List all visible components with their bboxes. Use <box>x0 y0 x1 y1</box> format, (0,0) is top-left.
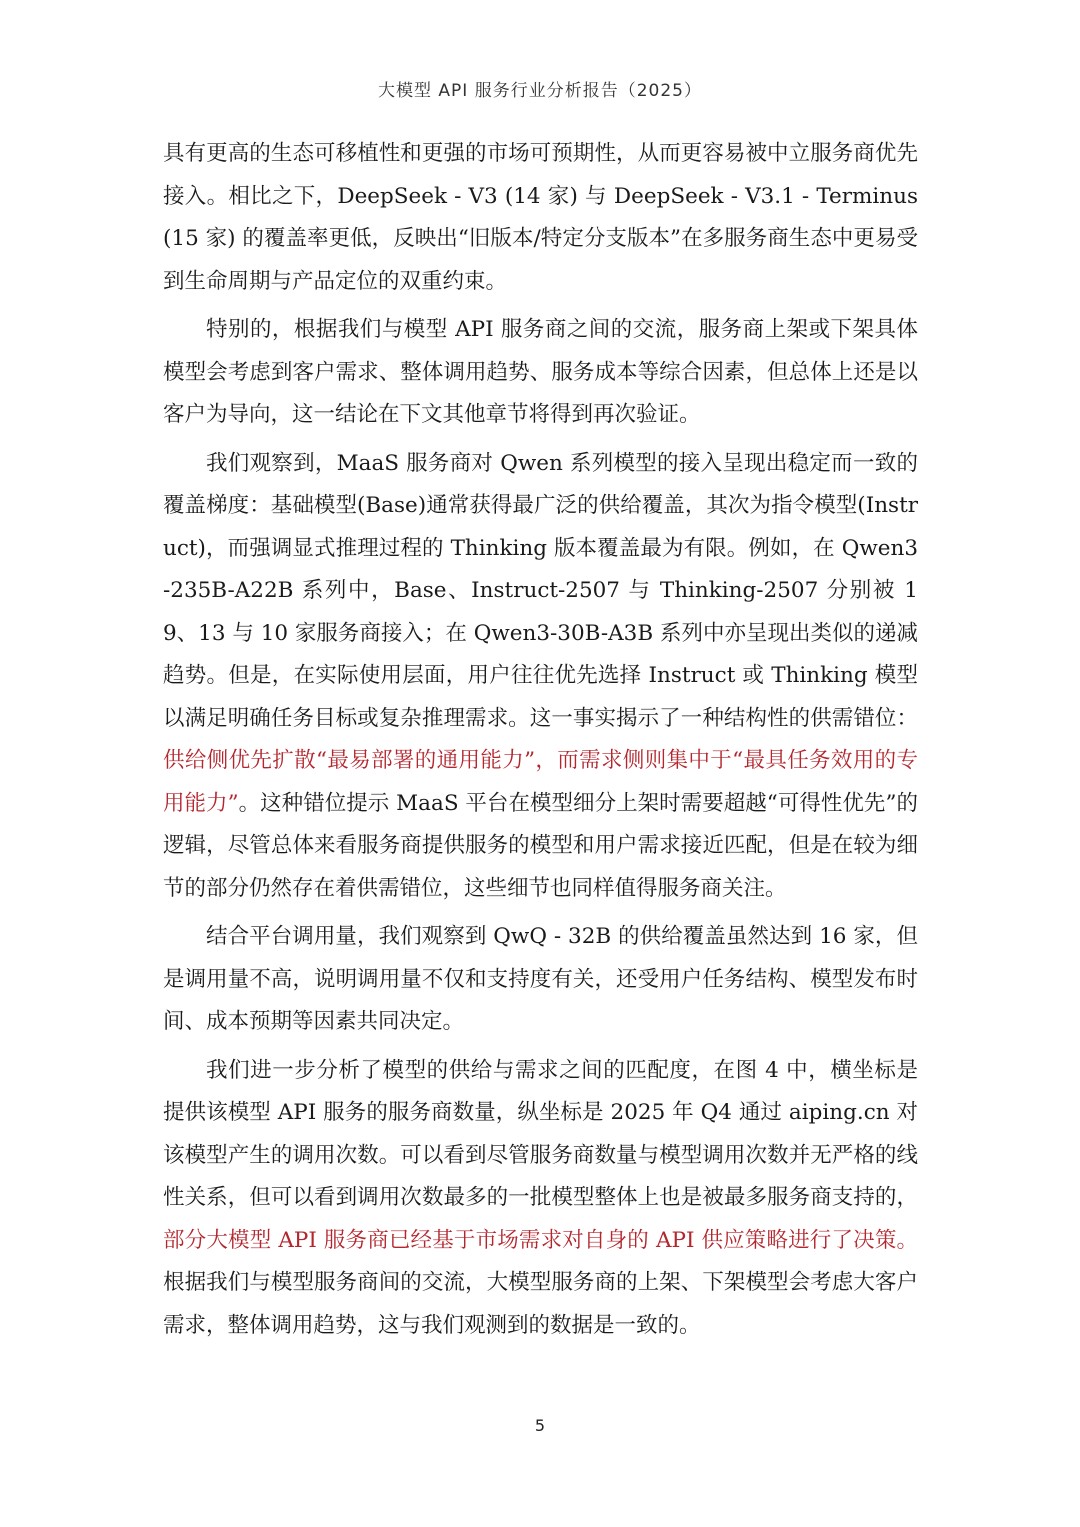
paragraph-3-text: 我们观察到，MaaS 服务商对 Qwen 系列模型的接入呈现出稳定而一致的覆盖梯度：基础模型(Base)通常获得最广泛的供给覆盖，其次为指令模型(Instruct)，而强调显式推理过程的 Thinking 版本覆盖最为有限。例如，在 Qwen3-235B-A22B 系列中，Base、Instruct-2507 与 Thinking-2507 分别被 19、13 与 10 家服务商接入；在 Qwen3-30B-A3B 系列中亦呈现出类似的递减趋势。但是，在实际使用层面，用户往往优先选择 Instruct 或 Thinking 模型以满足明确任务目标或复杂推理需求。这一事实揭示了一种结构性的供需错位： <box>163 450 918 731</box>
paragraph-3 <box>163 443 918 911</box>
running-header: 大模型 API 服务行业分析报告（2025） <box>378 81 702 101</box>
paragraph-3-highlight: 供给侧优先扩散“最易部署的通用能力”，而需求侧则集中于“最具任务效用的专用能力” <box>163 748 918 816</box>
paragraph-5-text: 我们进一步分析了模型的供给与需求之间的匹配度，在图 4 中，横坐标是提供该模型 API 服务的服务商数量，纵坐标是 2025 年 Q4 通过 aiping.cn 对该模型产生的调用次数。可以看到尽管服务商数量与模型调用次数并无严格的线性关系，但可以看到调用次数最多的一批模型整体上也是被最多服务商支持的， <box>163 1057 918 1210</box>
paragraph-4-text: 结合平台调用量，我们观察到 QwQ - 32B 的供给覆盖虽然达到 16 家，但是调用量不高，说明调用量不仅和支持度有关，还受用户任务结构、模型发布时间、成本预期等因素共同决定。 <box>163 924 918 1034</box>
paragraph-1-text: 具有更高的生态可移植性和更强的市场可预期性，从而更容易被中立服务商优先接入。相比之下，DeepSeek - V3 (14 家) 与 DeepSeek - V3.1 - Terminus (15 家) 的覆盖率更低，反映出“旧版本/特定分支版本”在多服务商生态中更易受到生命周期与产品定位的双重约束。 <box>163 141 918 294</box>
page-number: 5 <box>534 1416 546 1435</box>
paragraph-3-text-end: 。这种错位提示 MaaS 平台在模型细分上架时需要超越“可得性优先”的逻辑，尽管总体来看服务商提供服务的模型和用户需求接近匹配，但是在较为细节的部分仍然存在着供需错位，这些细节也同样值得服务商关注。 <box>163 790 918 901</box>
paragraph-5 <box>163 1050 918 1348</box>
paragraph-5-highlight: 部分大模型 API 服务商已经基于市场需求对自身的 API 供应策略进行了决策。 <box>163 1227 918 1253</box>
paragraph-5-text-end: 根据我们与模型服务商间的交流，大模型服务商的上架、下架模型会考虑大客户需求，整体调用趋势，这与我们观测到的数据是一致的。 <box>163 1270 918 1338</box>
paragraph-4 <box>163 916 918 1044</box>
paragraph-2-text: 特别的，根据我们与模型 API 服务商之间的交流，服务商上架或下架具体模型会考虑到客户需求、整体调用趋势、服务成本等综合因素，但总体上还是以客户为导向，这一结论在下文其他章节将得到再次验证。 <box>163 317 918 427</box>
paragraph-2 <box>163 309 918 437</box>
paragraph-1 <box>163 133 918 303</box>
body-text <box>163 133 918 1353</box>
